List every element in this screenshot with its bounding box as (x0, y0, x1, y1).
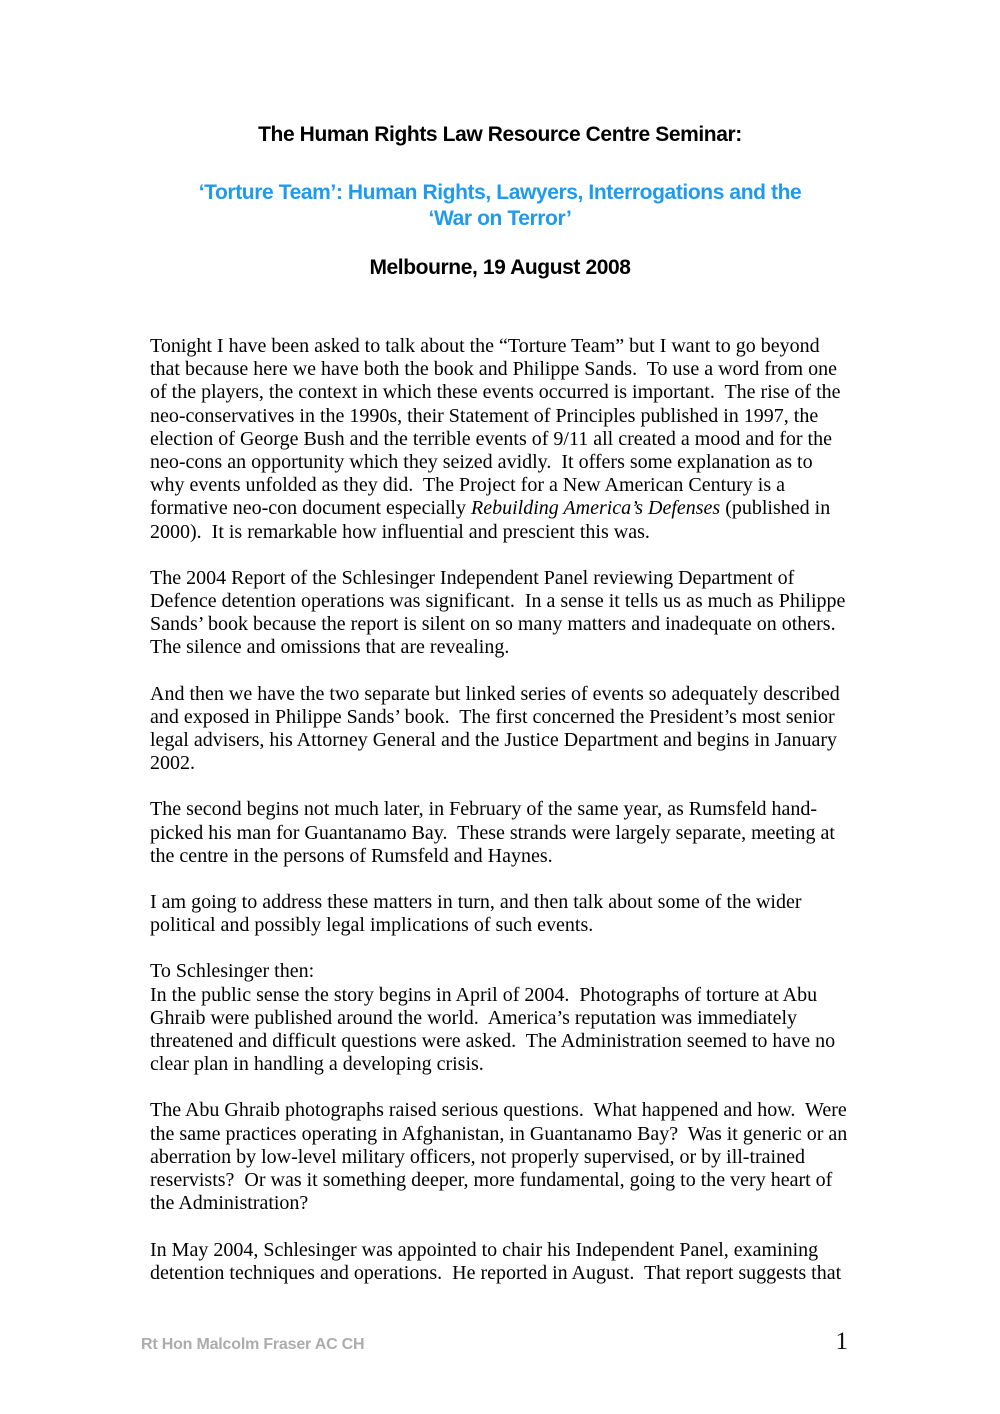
talk-title-line2: ‘War on Terror’ (428, 207, 572, 230)
page-number: 1 (835, 1328, 848, 1355)
text-run: The second begins not much later, in February of the same year, as Rumsfeld hand-picked his man for Guantanamo Bay. These strands were largely separate, meeting at the centre in the persons of Rumsfeld and Haynes. (150, 798, 840, 867)
seminar-title: The Human Rights Law Resource Centre Seminar: (258, 123, 742, 146)
body-paragraph (150, 1239, 850, 1285)
body-paragraph (150, 1099, 853, 1215)
venue-date: Melbourne, 19 August 2008 (369, 256, 631, 279)
document-body (150, 335, 853, 1285)
footer-author: Rt Hon Malcolm Fraser AC CH (141, 1336, 365, 1353)
text-run: To Schlesinger then: (150, 960, 315, 983)
body-paragraph (150, 567, 850, 660)
text-run: Tonight I have been asked to talk about the “Torture Team” but I want to go beyond that because here we have both the book and Philippe Sands. To use a word from one of the players, the context in which these events occurred is important. The rise of the neo-conservatives in the 1990s, their Statement of Principles published in 1997, the election of George Bush and the terrible events of 9/11 all created a mood and for the neo-cons an opportunity which they seized avidly. It offers some explanation as to why events unfolded as they did. The Project for a New American Century is a formative neo-con document especially (150, 335, 846, 520)
body-paragraph (150, 960, 850, 1076)
text-run: The Abu Ghraib photographs raised serious questions. What happened and how. Were the same practices operating in Afghanistan, in Guantanamo Bay? Was it generic or an aberration by low-level military officers, not properly supervised, or by ill-trained reservists? Or was it something deeper, more fundamental, going to the very heart of the Administration? (150, 1099, 853, 1215)
body-paragraph (150, 798, 850, 868)
talk-title-line1: ‘Torture Team’: Human Rights, Lawyers, Interrogations and the (198, 181, 802, 204)
italic-text-run: Rebuilding America’s Defenses (471, 497, 721, 520)
text-run: In the public sense the story begins in April of 2004. Photographs of torture at Abu Ghraib were published around the world. America’s reputation was immediately threatened and difficult questions were asked. The Administration seemed to have no clear plan in handling a developing crisis. (150, 983, 841, 1076)
text-run: In May 2004, Schlesinger was appointed to chair his Independent Panel, examining detention techniques and operations. He reported in August. That report suggests that (150, 1238, 842, 1284)
talk-title (0, 180, 1000, 232)
text-run: (published in 2000). It is remarkable how influential and prescient this was. (150, 497, 836, 543)
text-run: I am going to address these matters in turn, and then talk about some of the wider political and possibly legal implications of such events. (150, 891, 807, 937)
body-paragraph (150, 891, 850, 937)
body-paragraph (150, 335, 850, 544)
text-run: The 2004 Report of the Schlesinger Independent Panel reviewing Department of Defence detention operations was significant. In a sense it tells us as much as Philippe Sands’ book because the report is silent on so many matters and inadequate on others. The silence and omissions that are revealing. (150, 566, 851, 659)
document-header (0, 0, 1000, 281)
text-run: And then we have the two separate but linked series of events so adequately described and exposed in Philippe Sands’ book. The first concerned the President’s most senior legal advisers, his Attorney General and the Justice Department and begins in January 2002. (150, 682, 845, 775)
body-paragraph (150, 683, 850, 776)
